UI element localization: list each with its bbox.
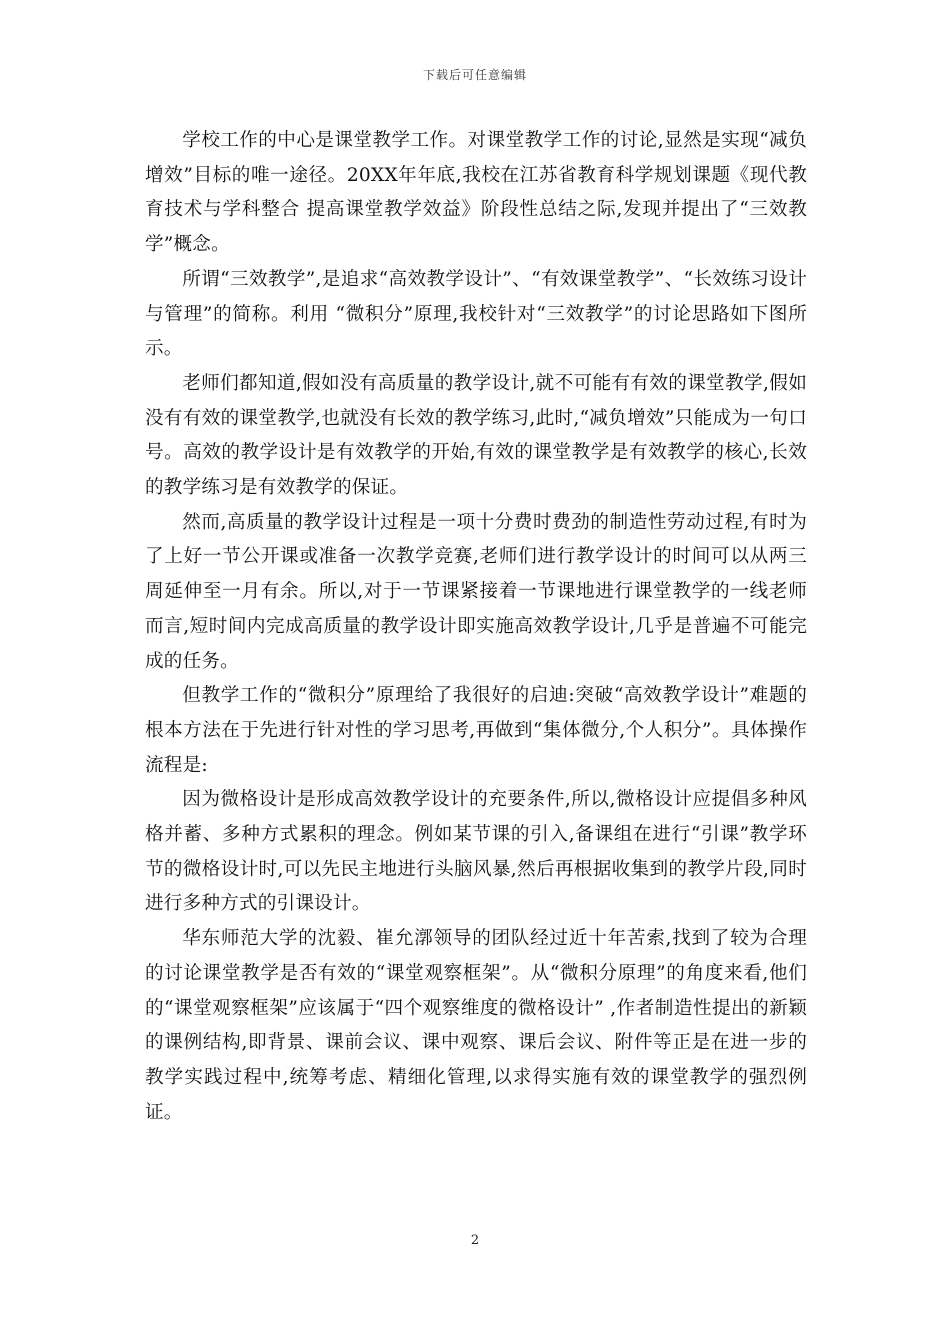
page-header-note: 下载后可任意编辑 — [422, 68, 527, 82]
paragraph-2: 所谓“三效教学”,是追求“高效教学设计”、“有效课堂教学”、“长效练习设计与管理”的简称。利用 “微积分”原理,我校针对“三效教学”的讨论思路如下图所示。 — [145, 268, 807, 360]
paragraph-6: 因为微格设计是形成高效教学设计的充要条件,所以,微格设计应提倡多种风格并蓄、多种方式累积的理念。例如某节课的引入,备课组在进行“引课”教学环节的微格设计时,可以先民主地进行头脑风暴,然后再根据收集到的教学片段,同时进行多种方式的引课设计。 — [145, 789, 807, 915]
page-number: 2 — [470, 1233, 480, 1248]
paragraph-3: 老师们都知道,假如没有高质量的教学设计,就不可能有有效的课堂教学,假如没有有效的课堂教学,也就没有长效的教学练习,此时,“减负增效”只能成为一句口号。高效的教学设计是有效教学的开始,有效的课堂教学是有效教学的核心,长效的教学练习是有效教学的保证。 — [145, 372, 807, 499]
document-body — [145, 124, 807, 1130]
paragraph-5: 但教学工作的“微积分”原理给了我很好的启迪:突破“高效教学设计”难题的根本方法在于先进行针对性的学习思考,再做到“集体微分,个人积分”。具体操作流程是: — [145, 685, 807, 776]
paragraph-4: 然而,高质量的教学设计过程是一项十分费时费劲的制造性劳动过程,有时为了上好一节公开课或准备一次教学竞赛,老师们进行教学设计的时间可以从两三周延伸至一月有余。所以,对于一节课紧接着一节课地进行课堂教学的一线老师而言,短时间内完成高质量的教学设计即实施高效教学设计,几乎是普遍不可能完成的任务。 — [145, 511, 807, 672]
paragraph-7: 华东师范大学的沈毅、崔允漷领导的团队经过近十年苦索,找到了较为合理的讨论课堂教学是否有效的“课堂观察框架”。从“微积分原理”的角度来看,他们的“课堂观察框架”应该属于“四个观察维度的微格设计” ,作者制造性提出的新颖的课例结构,即背景、课前会议、课中观察、课后会议、附件等正是在进一步的教学实践过程中,统筹考虑、精细化管理,以求得实施有效的课堂教学的强烈例证。 — [145, 928, 807, 1123]
paragraph-1: 学校工作的中心是课堂教学工作。对课堂教学工作的讨论,显然是实现“减负增效”目标的唯一途径。20XX年年底,我校在江苏省教育科学规划课题《现代教育技术与学科整合 提高课堂教学效益》阶段性总结之际,发现并提出了“三效教学”概念。 — [145, 130, 807, 256]
